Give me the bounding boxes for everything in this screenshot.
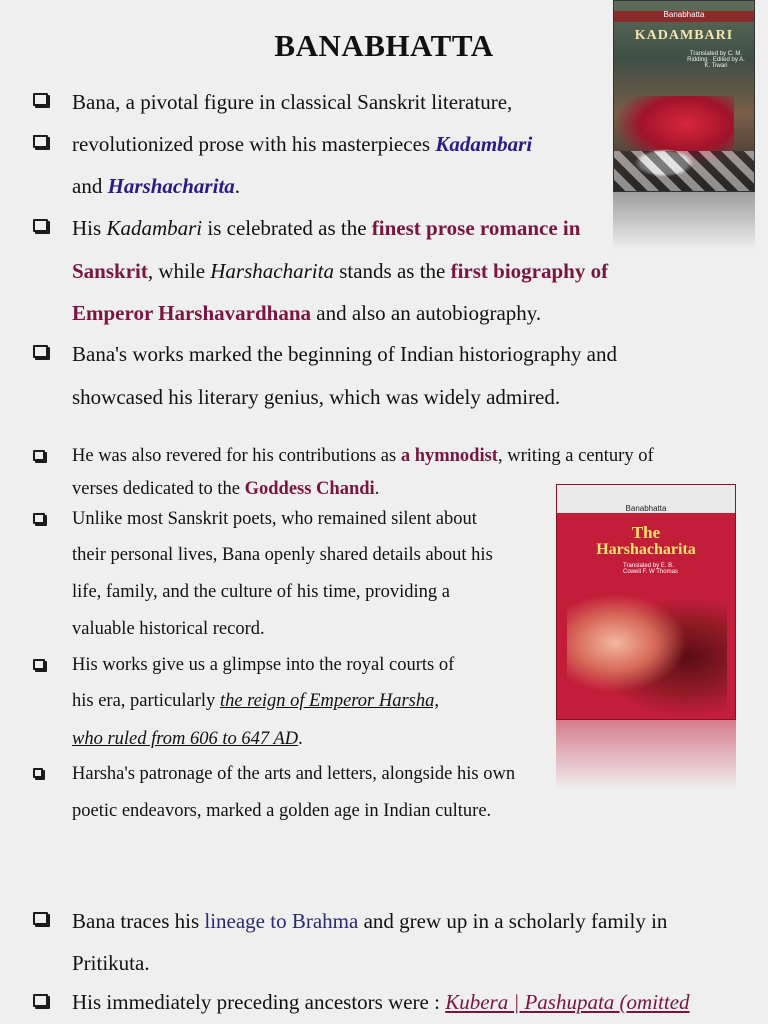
- text-line: revolutionized prose with his masterpieces Kadambari: [72, 132, 533, 156]
- kadambari-cover-reflection: [613, 192, 755, 250]
- text-line: He was also revered for his contributions as a hymnodist, writing a century of: [72, 446, 654, 466]
- text-line: Bana, a pivotal figure in classical Sanskrit literature,: [72, 90, 513, 114]
- cover-title: KADAMBARI: [634, 28, 734, 43]
- bullet-icon: [33, 219, 48, 232]
- harshacharita-emphasis: Harshacharita: [107, 174, 235, 198]
- bullet-icon: [33, 135, 48, 148]
- first-biography-emphasis: first biography of: [450, 259, 609, 283]
- text-line: Harsha's patronage of the arts and letters, alongside his own: [72, 764, 516, 784]
- bullet-icon: [33, 912, 48, 925]
- bullet-icon: [33, 93, 48, 106]
- kadambari-book-cover: [613, 0, 755, 192]
- text-line: showcased his literary genius, which was widely admired.: [72, 385, 561, 409]
- bullet-icon: [33, 513, 45, 524]
- bullet-icon: [33, 659, 45, 670]
- reign-of-harsha-emphasis: the reign of Emperor Harsha,: [219, 691, 440, 711]
- harshacharita-book-cover: [556, 484, 736, 720]
- ruled-dates-emphasis: who ruled from 606 to 647 AD: [72, 729, 299, 749]
- cover-author: Banabhatta: [663, 10, 705, 19]
- cover-checkered-floor: [614, 151, 754, 191]
- text-line: and Harshacharita.: [72, 174, 241, 198]
- finest-prose-emphasis: finest prose romance in: [371, 216, 581, 240]
- page-title: BANABHATTA: [274, 28, 494, 63]
- text-line: who ruled from 606 to 647 AD.: [72, 729, 303, 749]
- lineage-emphasis: lineage to Brahma: [204, 909, 359, 933]
- cover-royal-procession-illustration: [567, 580, 727, 720]
- text-line: valuable historical record.: [72, 619, 265, 639]
- emperor-emphasis: Emperor Harshavardhana: [72, 301, 311, 325]
- text-line: Bana traces his lineage to Brahma and grew up in a scholarly family in: [72, 909, 668, 933]
- cover-title-line1: The: [631, 523, 661, 542]
- text-line: their personal lives, Bana openly shared details about his: [72, 545, 493, 565]
- text-line: Sanskrit, while Harshacharita stands as the first biography of: [72, 259, 609, 283]
- ancestors-link[interactable]: Kubera | Pashupata (omitted: [445, 990, 690, 1014]
- harshacharita-cover-reflection: [556, 720, 736, 790]
- text-line: His immediately preceding ancestors were : Kubera | Pashupata (omitted: [72, 990, 690, 1014]
- bullet-icon: [33, 994, 48, 1007]
- cover-translator: Translated by E. B. Cowell F. W Thomas: [623, 563, 678, 575]
- cover-author: Banabhatta: [625, 504, 667, 513]
- goddess-chandi-emphasis: Goddess Chandi: [244, 479, 375, 499]
- text-line: His works give us a glimpse into the royal courts of: [72, 655, 455, 675]
- cover-title-line2: Harshacharita: [596, 541, 696, 558]
- bullet-icon: [33, 345, 48, 358]
- bullet-icon: [33, 768, 43, 778]
- text-line: Bana's works marked the beginning of Indian historiography and: [72, 342, 617, 366]
- text-line: His Kadambari is celebrated as the finest prose romance in: [72, 216, 581, 240]
- cover-translator: Translated by C. M. Ridding · Edited by A. K. Tiwari: [687, 51, 745, 69]
- kadambari-emphasis: Kadambari: [435, 132, 533, 156]
- text-line: verses dedicated to the Goddess Chandi.: [72, 479, 380, 499]
- text-line: life, family, and the culture of his time, providing a: [72, 582, 450, 602]
- text-line: poetic endeavors, marked a golden age in Indian culture.: [72, 801, 492, 821]
- text-line: Emperor Harshavardhana and also an autobiography.: [72, 301, 542, 325]
- text-line: Unlike most Sanskrit poets, who remained silent about: [72, 509, 477, 529]
- bullet-icon: [33, 450, 45, 461]
- text-line: Pritikuta.: [72, 951, 150, 975]
- hymnodist-emphasis: a hymnodist: [400, 446, 498, 466]
- text-line: his era, particularly the reign of Emperor Harsha,: [72, 691, 440, 711]
